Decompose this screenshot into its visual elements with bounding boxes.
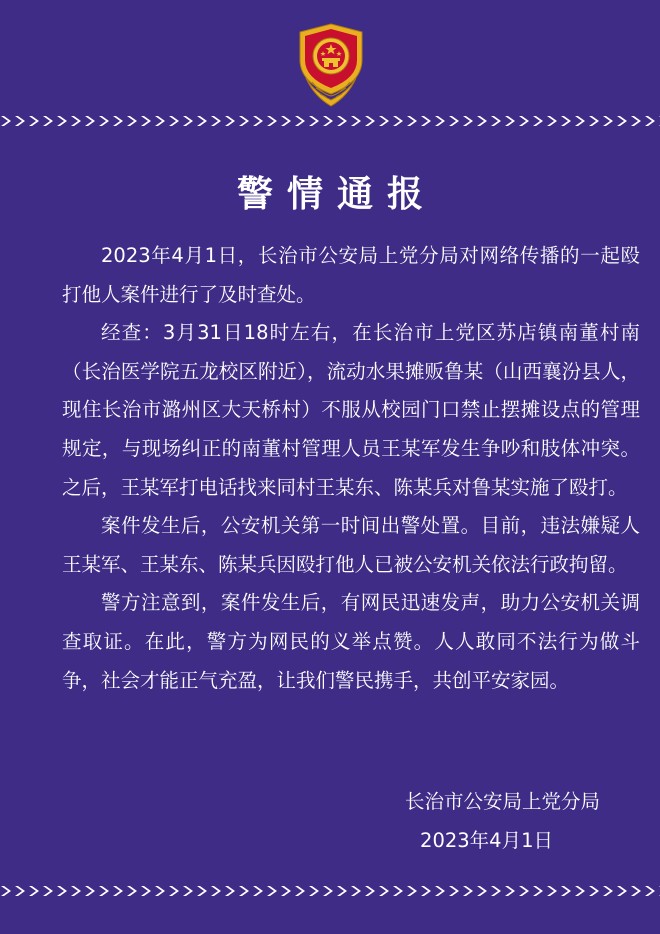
border-chevron bbox=[169, 116, 179, 126]
border-chevron bbox=[197, 886, 207, 896]
border-chevron bbox=[645, 116, 655, 126]
border-chevron bbox=[519, 886, 529, 896]
border-chevron bbox=[85, 116, 95, 126]
notice-body bbox=[62, 237, 640, 700]
border-chevron bbox=[211, 116, 221, 126]
border-chevron bbox=[267, 116, 277, 126]
border-chevron bbox=[365, 116, 375, 126]
border-chevron bbox=[43, 116, 53, 126]
border-chevron bbox=[267, 886, 277, 896]
border-chevron bbox=[309, 116, 319, 126]
notice-paragraph-2: 经查：3月31日18时左右，在长治市上党区苏店镇南董村南（长治医学院五龙校区附近），流动水果摊贩鲁某（山西襄汾县人，现住长治市潞州区大天桥村）不服从校园门口禁止摆摊设点的管理规定，与现场纠正的南董村管理人员王某军发生争吵和肢体冲突。之后，王某军打电话找来同村王某东、陈某兵对鲁某实施了殴打。 bbox=[62, 321, 640, 499]
border-chevron bbox=[225, 886, 235, 896]
border-chevron bbox=[631, 116, 641, 126]
border-chevron bbox=[183, 116, 193, 126]
border-chevron bbox=[57, 886, 67, 896]
border-chevron bbox=[547, 886, 557, 896]
border-chevron bbox=[351, 886, 361, 896]
border-chevron bbox=[379, 886, 389, 896]
border-chevron bbox=[1, 886, 11, 896]
border-chevron bbox=[631, 886, 641, 896]
border-chevron bbox=[449, 116, 459, 126]
border-chevron bbox=[491, 886, 501, 896]
border-chevron bbox=[533, 886, 543, 896]
police-emblem-icon bbox=[292, 20, 370, 108]
border-chevron bbox=[239, 886, 249, 896]
border-chevron bbox=[281, 886, 291, 896]
border-chevron bbox=[323, 116, 333, 126]
border-chevron bbox=[463, 886, 473, 896]
border-chevron bbox=[57, 116, 67, 126]
border-chevron bbox=[183, 886, 193, 896]
border-chevron bbox=[113, 886, 123, 896]
border-chevron bbox=[141, 116, 151, 126]
border-chevron bbox=[1, 116, 11, 126]
notice-signature bbox=[405, 783, 600, 860]
issuer-name: 长治市公安局上党分局 bbox=[404, 790, 600, 813]
border-chevron bbox=[197, 116, 207, 126]
border-chevron bbox=[393, 886, 403, 896]
border-chevron bbox=[85, 886, 95, 896]
border-chevron bbox=[337, 116, 347, 126]
border-chevron bbox=[477, 116, 487, 126]
border-chevron bbox=[295, 886, 305, 896]
border-chevron bbox=[127, 116, 137, 126]
border-chevron bbox=[281, 116, 291, 126]
border-chevron bbox=[617, 886, 627, 896]
border-chevron bbox=[127, 886, 137, 896]
border-chevron bbox=[435, 116, 445, 126]
border-chevron bbox=[421, 886, 431, 896]
border-chevron bbox=[477, 886, 487, 896]
border-chevron bbox=[113, 116, 123, 126]
border-chevron bbox=[519, 116, 529, 126]
border-chevron bbox=[575, 886, 585, 896]
border-chevron bbox=[211, 886, 221, 896]
notice-paragraph-1: 2023年4月1日，长治市公安局上党分局对网络传播的一起殴打他人案件进行了及时查处。 bbox=[62, 244, 640, 306]
border-chevron bbox=[589, 116, 599, 126]
border-chevron bbox=[505, 886, 515, 896]
border-chevron bbox=[29, 886, 39, 896]
border-chevron bbox=[407, 116, 417, 126]
notice-paragraph-4: 警方注意到，案件发生后，有网民迅速发声，助力公安机关调查取证。在此，警方为网民的义举点赞。人人敢同不法行为做斗争，社会才能正气充盈，让我们警民携手，共创平安家园。 bbox=[62, 591, 640, 692]
border-chevron bbox=[575, 116, 585, 126]
border-chevron bbox=[645, 886, 655, 896]
border-chevron bbox=[463, 116, 473, 126]
border-chevron bbox=[491, 116, 501, 126]
border-chevron bbox=[141, 886, 151, 896]
border-chevron bbox=[337, 886, 347, 896]
border-chevron bbox=[561, 886, 571, 896]
border-chevron bbox=[99, 886, 109, 896]
notice-title: 警情通报 bbox=[236, 174, 437, 215]
border-chevron bbox=[309, 886, 319, 896]
issue-date: 2023年4月1日 bbox=[420, 828, 553, 852]
border-chevron bbox=[99, 116, 109, 126]
border-chevron bbox=[253, 116, 263, 126]
bottom-decorative-border bbox=[0, 884, 660, 898]
border-chevron bbox=[449, 886, 459, 896]
top-decorative-border bbox=[0, 114, 660, 128]
border-chevron bbox=[603, 116, 613, 126]
border-chevron bbox=[533, 116, 543, 126]
border-chevron bbox=[379, 116, 389, 126]
border-chevron bbox=[421, 116, 431, 126]
border-chevron bbox=[239, 116, 249, 126]
border-chevron bbox=[393, 116, 403, 126]
border-chevron bbox=[253, 886, 263, 896]
border-chevron bbox=[15, 886, 25, 896]
border-chevron bbox=[603, 886, 613, 896]
border-chevron bbox=[295, 116, 305, 126]
border-chevron bbox=[15, 116, 25, 126]
border-chevron bbox=[29, 116, 39, 126]
border-chevron bbox=[435, 886, 445, 896]
border-chevron bbox=[617, 116, 627, 126]
border-chevron bbox=[323, 886, 333, 896]
border-chevron bbox=[505, 116, 515, 126]
border-chevron bbox=[169, 886, 179, 896]
border-chevron bbox=[155, 886, 165, 896]
border-chevron bbox=[407, 886, 417, 896]
border-chevron bbox=[155, 116, 165, 126]
border-chevron bbox=[589, 886, 599, 896]
border-chevron bbox=[365, 886, 375, 896]
notice-paragraph-3: 案件发生后，公安机关第一时间出警处置。目前，违法嫌疑人王某军、王某东、陈某兵因殴打他人已被公安机关依法行政拘留。 bbox=[62, 514, 640, 576]
border-chevron bbox=[561, 116, 571, 126]
border-chevron bbox=[43, 886, 53, 896]
border-chevron bbox=[547, 116, 557, 126]
border-chevron bbox=[71, 886, 81, 896]
border-chevron bbox=[71, 116, 81, 126]
border-chevron bbox=[351, 116, 361, 126]
border-chevron bbox=[225, 116, 235, 126]
